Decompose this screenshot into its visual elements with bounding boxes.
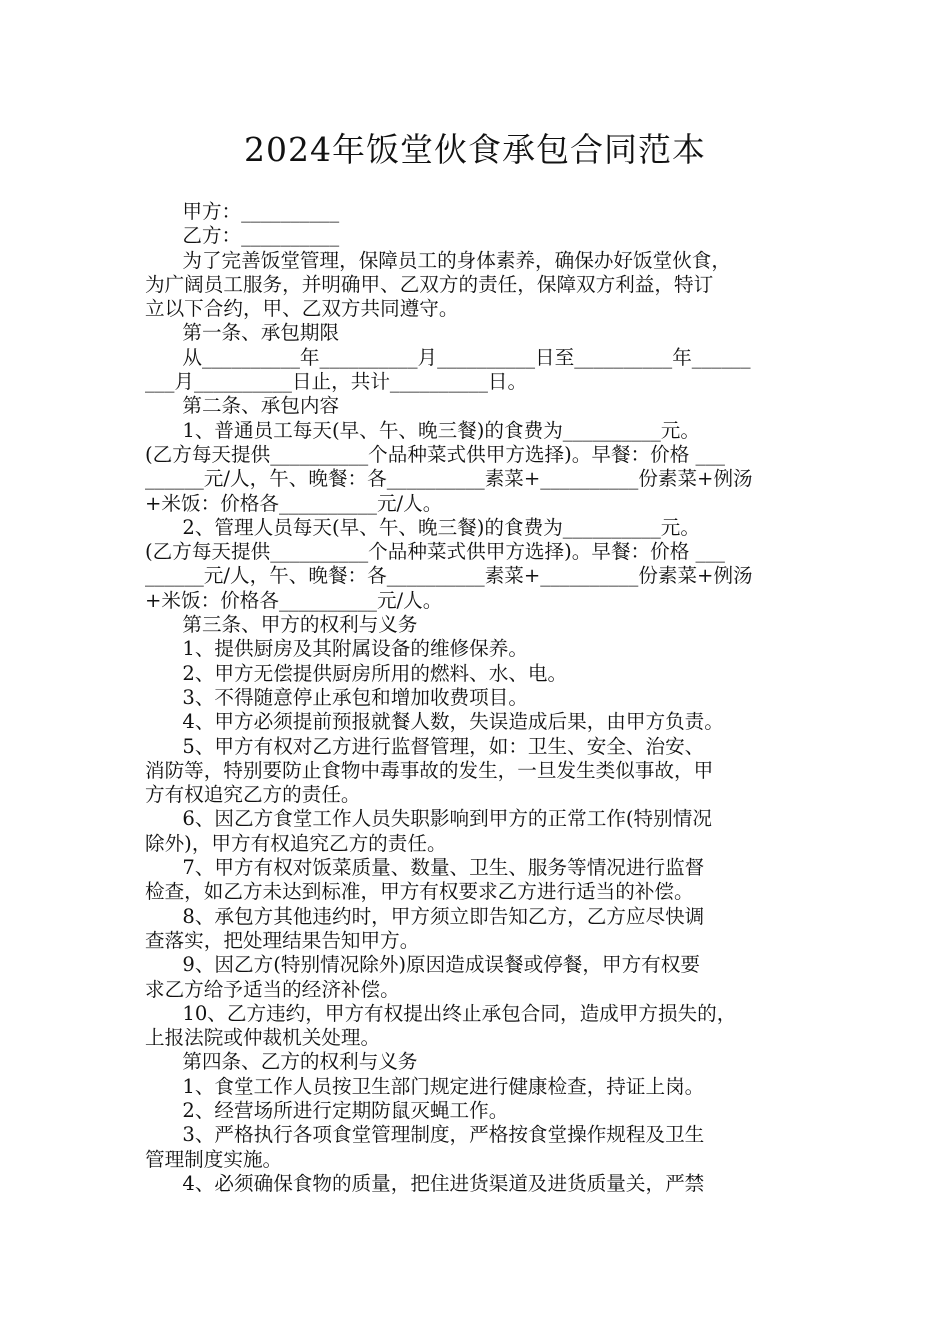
paragraph-line: 7、甲方有权对饭菜质量、数量、卫生、服务等情况进行监督 [145, 856, 705, 880]
paragraph-line: 除外)，甲方有权追究乙方的责任。 [145, 831, 447, 855]
paragraph-line: 第三条、甲方的权利与义务 [145, 613, 418, 637]
paragraph-line: 1、提供厨房及其附属设备的维修保养。 [145, 637, 528, 661]
paragraph-line: 1、食堂工作人员按卫生部门规定进行健康检查，持证上岗。 [145, 1074, 705, 1098]
paragraph-line: ______元/人，午、晚餐：各__________素菜+__________份素菜+例汤 [145, 564, 753, 588]
paragraph-line: 9、因乙方(特别情况除外)原因造成误餐或停餐，甲方有权要 [145, 953, 700, 977]
paragraph-line: 为广阔员工服务，并明确甲、乙双方的责任，保障双方利益，特订 [145, 272, 714, 296]
paragraph-line: 8、承包方其他违约时，甲方须立即告知乙方，乙方应尽快调 [145, 904, 705, 928]
paragraph-line: ______元/人，午、晚餐：各__________素菜+__________份素菜+例汤 [145, 467, 753, 491]
paragraph-line: 5、甲方有权对乙方进行监督管理，如：卫生、安全、治安、 [145, 734, 705, 758]
paragraph-line: 3、不得随意停止承包和增加收费项目。 [145, 685, 528, 709]
paragraph-line: 上报法院或仲裁机关处理。 [145, 1026, 381, 1050]
paragraph-line: +米饭：价格各__________元/人。 [145, 588, 443, 612]
paragraph-line: 4、甲方必须提前预报就餐人数，失误造成后果，由甲方负责。 [145, 710, 724, 734]
document-title: 2024年饭堂伙食承包合同范本 [244, 130, 706, 169]
paragraph-line: ___月__________日止，共计__________日。 [145, 370, 528, 394]
paragraph-line: 查落实，把处理结果告知甲方。 [145, 928, 420, 952]
paragraph-line: 1、普通员工每天(早、午、晚三餐)的食费为__________元。 [145, 418, 700, 442]
document-body [145, 200, 810, 1196]
paragraph-line: 消防等，特别要防止食物中毒事故的发生，一旦发生类似事故，甲 [145, 758, 714, 782]
paragraph-line: 检查，如乙方未达到标准，甲方有权要求乙方进行适当的补偿。 [145, 880, 694, 904]
paragraph-line: 立以下合约，甲、乙双方共同遵守。 [145, 297, 459, 321]
paragraph-line: 方有权追究乙方的责任。 [145, 783, 361, 807]
paragraph-line: 2、经营场所进行定期防鼠灭蝇工作。 [145, 1098, 509, 1122]
paragraph-line: 3、严格执行各项食堂管理制度，严格按食堂操作规程及卫生 [145, 1123, 705, 1147]
paragraph-line: +米饭：价格各__________元/人。 [145, 491, 443, 515]
paragraph-line: 乙方：__________ [145, 224, 340, 248]
paragraph-line: 6、因乙方食堂工作人员失职影响到甲方的正常工作(特别情况 [145, 807, 712, 831]
paragraph-line: 甲方：__________ [145, 200, 340, 223]
paragraph-line: 求乙方给予适当的经济补偿。 [145, 977, 400, 1001]
paragraph-line: 管理制度实施。 [145, 1147, 283, 1171]
paragraph-line: 2、甲方无偿提供厨房所用的燃料、水、电。 [145, 661, 568, 685]
paragraph-line: (乙方每天提供__________个品种菜式供甲方选择)。早餐：价格 ___ [145, 540, 725, 564]
paragraph-line: 10、乙方违约，甲方有权提出终止承包合同，造成甲方损失的， [145, 1001, 737, 1025]
paragraph-line: 2、管理人员每天(早、午、晚三餐)的食费为__________元。 [145, 515, 700, 539]
paragraph-line: 为了完善饭堂管理，保障员工的身体素养，确保办好饭堂伙食， [145, 248, 731, 272]
paragraph-line: (乙方每天提供__________个品种菜式供甲方选择)。早餐：价格 ___ [145, 442, 725, 466]
paragraph-line: 第二条、承包内容 [145, 394, 340, 418]
paragraph-line: 第一条、承包期限 [145, 321, 340, 345]
paragraph-line: 4、必须确保食物的质量，把住进货渠道及进货质量关，严禁 [145, 1171, 705, 1195]
paragraph-line: 从__________年__________月__________日至__________年______ [145, 345, 751, 369]
paragraph-line: 第四条、乙方的权利与义务 [145, 1050, 418, 1074]
